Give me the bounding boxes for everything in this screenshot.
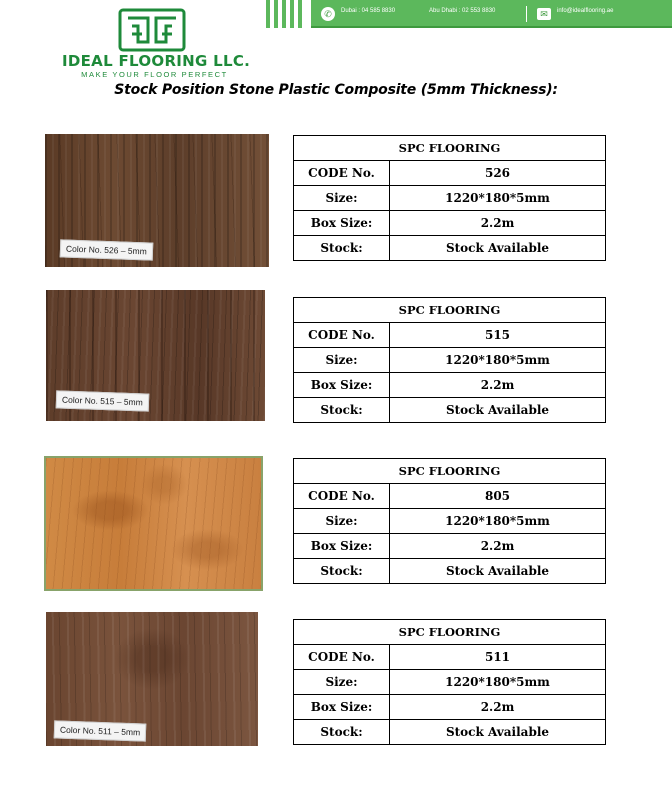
row-value: 2.2m [390, 534, 606, 559]
wood-swatch-805 [44, 456, 263, 591]
row-value: 1220*180*5mm [390, 186, 606, 211]
row-value: 511 [390, 645, 606, 670]
contact-divider [526, 6, 527, 22]
contact-dubai: Dubai : 04 585 8830 [341, 8, 396, 14]
row-value: Stock Available [390, 236, 606, 261]
row-key: Stock: [294, 236, 390, 261]
row-key: Box Size: [294, 695, 390, 720]
table-row [294, 398, 606, 423]
company-name: IDEAL FLOORING LLC. [62, 52, 251, 70]
table-row [294, 211, 606, 236]
swatch-label: Color No. 515 – 5mm [56, 390, 149, 411]
row-value: 515 [390, 323, 606, 348]
row-value: Stock Available [390, 720, 606, 745]
wood-swatch-515 [46, 290, 265, 421]
header-stripes [262, 0, 310, 28]
row-value: 1220*180*5mm [390, 509, 606, 534]
table-row [294, 484, 606, 509]
row-key: Size: [294, 670, 390, 695]
table-row [294, 645, 606, 670]
row-value: Stock Available [390, 398, 606, 423]
row-value: 2.2m [390, 211, 606, 236]
row-value: 1220*180*5mm [390, 348, 606, 373]
table-row [294, 509, 606, 534]
row-key: Stock: [294, 559, 390, 584]
row-value: 2.2m [390, 695, 606, 720]
row-key: Stock: [294, 398, 390, 423]
table-row [294, 348, 606, 373]
row-key: Size: [294, 186, 390, 211]
swatch-label: Color No. 511 – 5mm [54, 720, 147, 741]
row-key: CODE No. [294, 484, 390, 509]
row-key: Box Size: [294, 211, 390, 236]
table-row [294, 186, 606, 211]
row-key: CODE No. [294, 323, 390, 348]
contact-email[interactable]: info@idealflooring.ae [557, 8, 614, 14]
row-key: CODE No. [294, 645, 390, 670]
contact-bar [311, 0, 672, 28]
row-value: 1220*180*5mm [390, 670, 606, 695]
table-row [294, 695, 606, 720]
row-value: Stock Available [390, 559, 606, 584]
spec-table-805 [293, 458, 606, 584]
row-value: 805 [390, 484, 606, 509]
row-key: Stock: [294, 720, 390, 745]
contact-abu-dhabi: Abu Dhabi : 02 553 8830 [429, 8, 496, 14]
table-heading: SPC FLOORING [294, 136, 606, 161]
row-key: Box Size: [294, 534, 390, 559]
row-key: Size: [294, 509, 390, 534]
company-tagline: MAKE YOUR FLOOR PERFECT [81, 70, 228, 79]
table-heading: SPC FLOORING [294, 298, 606, 323]
row-key: CODE No. [294, 161, 390, 186]
page-title: Stock Position Stone Plastic Composite (5mm Thickness): [114, 82, 558, 98]
spec-table-511 [293, 619, 606, 745]
table-row [294, 670, 606, 695]
company-logo [62, 8, 251, 79]
row-key: Box Size: [294, 373, 390, 398]
table-row [294, 534, 606, 559]
wood-swatch-511 [46, 612, 258, 746]
row-value: 526 [390, 161, 606, 186]
spec-table-526 [293, 135, 606, 261]
row-value: 2.2m [390, 373, 606, 398]
table-row [294, 720, 606, 745]
spec-table-515 [293, 297, 606, 423]
mail-icon: ✉ [537, 8, 551, 20]
row-key: Size: [294, 348, 390, 373]
table-row [294, 323, 606, 348]
logo-mark-icon [118, 8, 186, 52]
table-row [294, 161, 606, 186]
table-heading: SPC FLOORING [294, 620, 606, 645]
phone-icon: ✆ [321, 7, 335, 21]
swatch-label: Color No. 526 – 5mm [60, 239, 153, 260]
table-heading: SPC FLOORING [294, 459, 606, 484]
table-row [294, 236, 606, 261]
wood-swatch-526 [45, 134, 269, 267]
table-row [294, 373, 606, 398]
table-row [294, 559, 606, 584]
